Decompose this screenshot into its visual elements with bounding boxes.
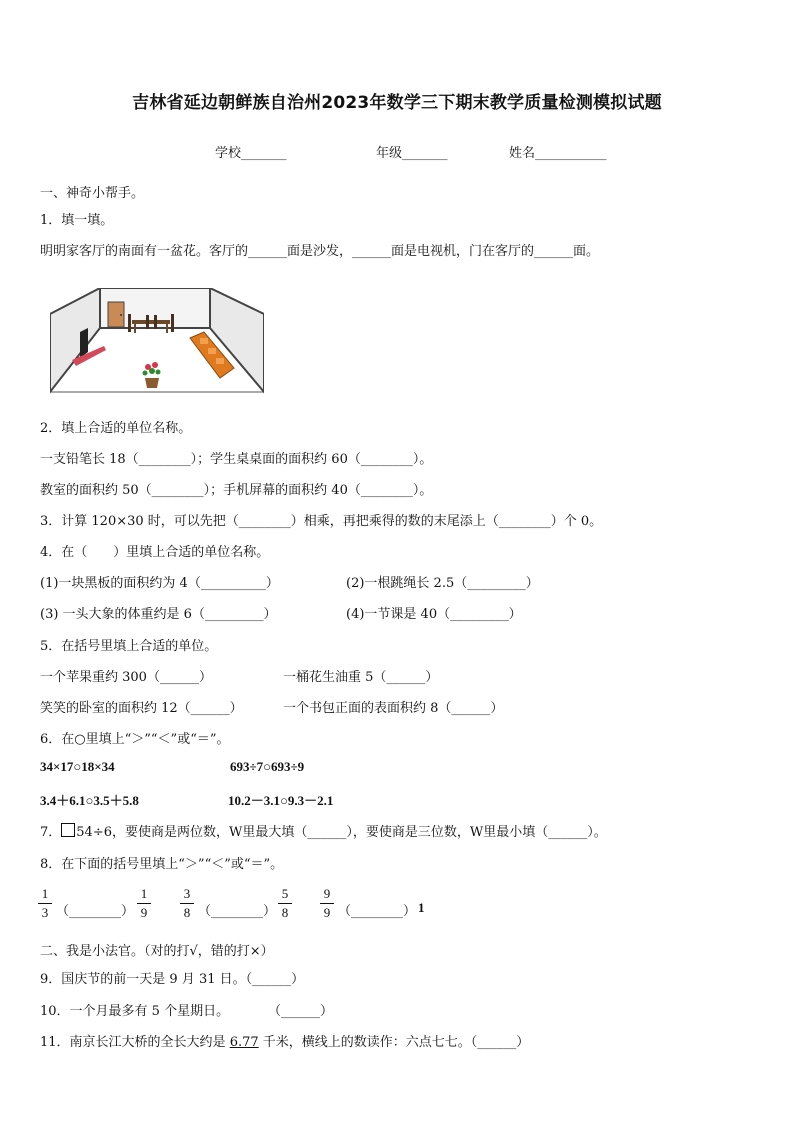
q6-item-2: 693÷7○693÷9 (230, 759, 305, 774)
q11-pre: 11．南京长江大桥的全长大约是 (40, 1035, 230, 1050)
q5-item-1: 一个苹果重约 300（______） (40, 670, 212, 685)
fraction-1-3: 1 3 (38, 886, 52, 921)
q4-item-4: (4)一节课是 40（_________） (346, 607, 522, 622)
q7-body: 54÷6，要使商是两位数，W里最大填（______），要使商是三位数，W里最小填（______）。 (76, 825, 607, 840)
q5-item-4: 一个书包正面的表面积约 8（______） (283, 701, 504, 716)
q8-blank-2: （________） (198, 904, 277, 919)
q6-item-3: 3.4＋6.1○3.5＋5.8 (40, 793, 139, 808)
q8-blank-1: （________） (56, 904, 135, 919)
living-room-illustration (50, 288, 264, 406)
q6-heading: 6．在○里填上“＞”“＜”或“＝”。 (40, 732, 230, 747)
section-1-heading: 一、神奇小帮手。 (40, 186, 145, 201)
section-2-heading: 二、我是小法官。（对的打√，错的打×） (40, 944, 274, 959)
q4-item-2: (2)一根跳绳长 2.5（_________） (346, 576, 539, 591)
q11-text (40, 1031, 529, 1050)
q11-underlined-number: 6.77 (229, 1035, 259, 1050)
q7-text (40, 821, 607, 840)
q2-line-1: 一支铅笔长 18（________）；学生桌桌面的面积约 60（________）。 (40, 452, 433, 467)
fraction-9-9: 9 9 (320, 886, 334, 921)
q1-text: 明明家客厅的南面有一盆花。客厅的______面是沙发，______面是电视机，门在客厅的______面。 (40, 244, 600, 259)
q1-heading: 1．填一填。 (40, 213, 114, 228)
q10-blank: （______） (268, 1004, 334, 1019)
q5-heading: 5．在括号里填上合适的单位。 (40, 639, 218, 654)
school-field: 学校_______ (215, 146, 287, 161)
q4-heading: 4．在（ ）里填上合适的单位名称。 (40, 545, 270, 560)
q2-heading: 2．填上合适的单位名称。 (40, 421, 192, 436)
q8-blank-3: （________） (338, 904, 417, 919)
q2-line-2: 教室的面积约 50（________）；手机屏幕的面积约 40（________）。 (40, 483, 433, 498)
fraction-3-8: 3 8 (180, 886, 194, 921)
fraction-5-8: 5 8 (278, 886, 292, 921)
q5-item-2: 一桶花生油重 5（______） (283, 670, 439, 685)
q3-text: 3．计算 120×30 时，可以先把（________）相乘，再把乘得的数的末尾添上（________）个 0。 (40, 514, 603, 529)
q8-value-one: 1 (418, 900, 425, 915)
name-field: 姓名___________ (509, 146, 607, 161)
fraction-1-9: 1 9 (137, 886, 151, 921)
q4-item-3: (3) 一头大象的体重约是 6（_________） (40, 607, 277, 622)
q7-number: 7． (40, 825, 62, 840)
q5-item-3: 笑笑的卧室的面积约 12（______） (40, 701, 243, 716)
q11-post: 千米，横线上的数读作：六点七七。（______） (258, 1035, 530, 1050)
empty-box-icon (61, 823, 75, 837)
q8-heading: 8．在下面的括号里填上“＞”“＜”或“＝”。 (40, 857, 284, 872)
q6-item-4: 10.2－3.1○9.3－2.1 (228, 793, 334, 808)
q9-text: 9．国庆节的前一天是 9 月 31 日。（______） (40, 972, 305, 987)
page-title: 吉林省延边朝鲜族自治州2023年数学三下期末教学质量检测模拟试题 (132, 93, 662, 113)
q4-item-1: (1)一块黑板的面积约为 4（__________） (40, 576, 279, 591)
q6-item-1: 34×17○18×34 (40, 759, 115, 774)
q10-text: 10．一个月最多有 5 个星期日。 (40, 1004, 230, 1019)
grade-field: 年级_______ (376, 146, 448, 161)
